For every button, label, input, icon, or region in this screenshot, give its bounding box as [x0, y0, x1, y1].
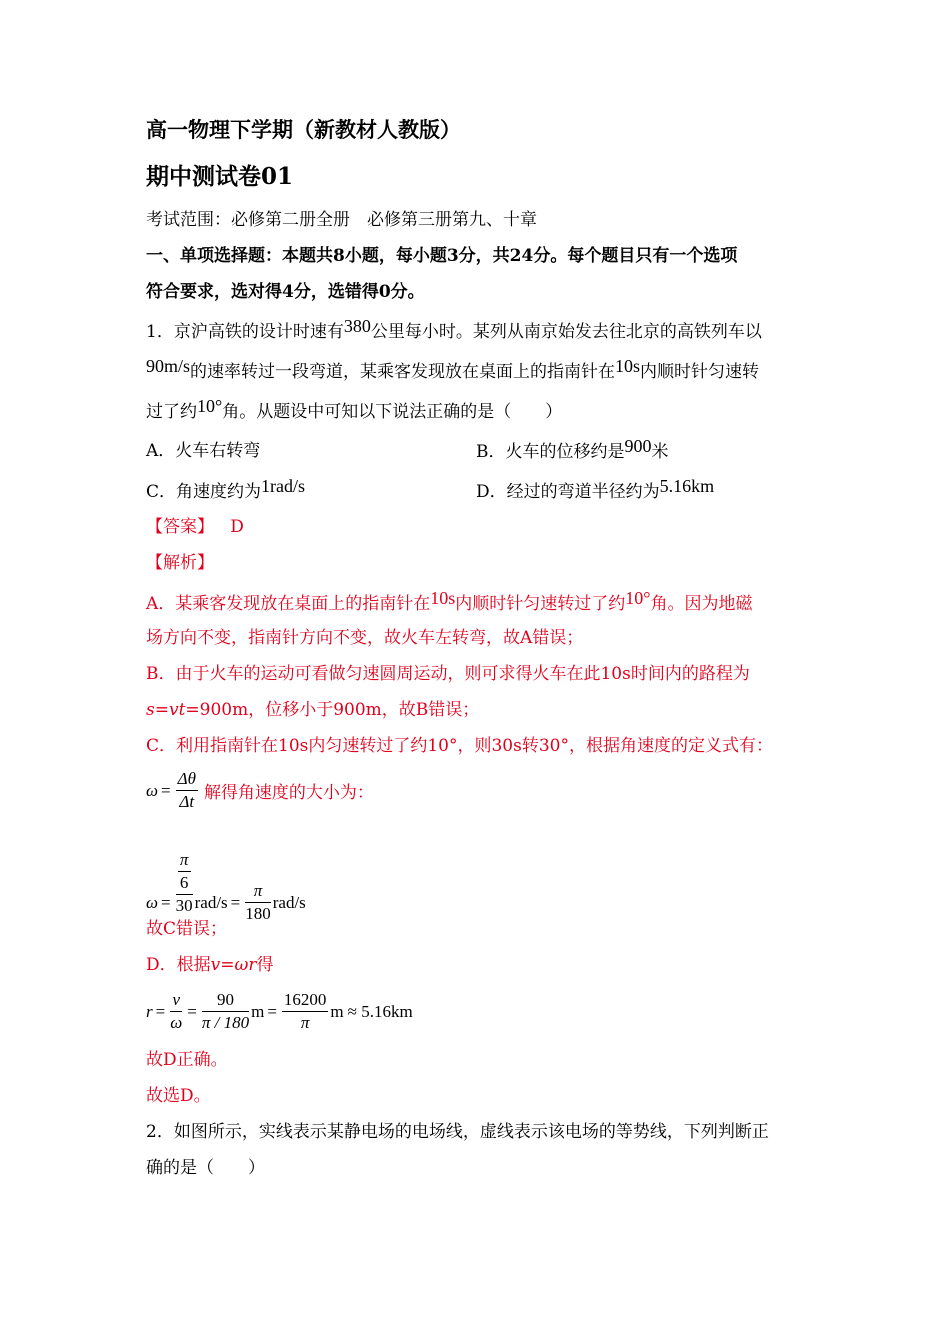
analysis-text: D．根据 — [146, 955, 211, 975]
analysis-c-conclusion: 故C错误； — [146, 919, 228, 939]
numerator-complex — [176, 849, 193, 895]
q1-value-time: 10s — [615, 356, 641, 376]
denominator: 30 — [175, 895, 193, 915]
q1-text: 的速率转过一段弯道，某乘客发现放在桌面上的指南针在 — [190, 362, 616, 382]
unit-rad-s: rad/s — [194, 892, 228, 912]
analysis-d-line1 — [146, 954, 273, 976]
symbol-equals: = — [230, 892, 241, 912]
numerator: v — [170, 989, 182, 1012]
denominator: ω — [170, 1013, 183, 1032]
formula-omega-value — [146, 840, 306, 925]
analysis-text: 得 — [256, 955, 274, 975]
section-heading-line1: 一、单项选择题：本题共8小题，每小题3分，共24分。每个题目只有一个选项 — [146, 246, 738, 266]
numerator: π — [245, 880, 271, 903]
denominator: Δt — [179, 792, 195, 811]
page-subtitle: 期中测试卷01 — [146, 163, 294, 190]
symbol-equals: = — [161, 892, 171, 912]
q1-text: 过了约 — [146, 402, 197, 422]
q1-option-a: A．火车右转弯 — [146, 441, 261, 461]
symbol-omega: ω — [146, 892, 159, 912]
denominator: π / 180 — [201, 1013, 250, 1032]
formula-omega-definition — [146, 768, 374, 813]
analysis-text: 角。因为地磁 — [650, 594, 753, 614]
analysis-c-line1: C．利用指南针在10s内匀速转过了约10°，则30s转30°，根据角速度的定义式有： — [146, 736, 773, 756]
fraction-dtheta-dt — [176, 768, 198, 813]
formula-radius — [146, 989, 413, 1034]
symbol-omega: ω — [146, 780, 159, 800]
formula-s-vt: s=vt — [146, 700, 186, 720]
symbol-equals: = — [161, 780, 171, 800]
analysis-text: 内顺时针匀速转过了约 — [455, 594, 626, 614]
analysis-a-line1 — [146, 588, 753, 615]
q1-text: 内顺时针匀速转 — [640, 362, 760, 382]
q1-value-380: 380 — [343, 316, 371, 336]
q1-value-angle: 10° — [197, 396, 223, 416]
option-b-unit: 米 — [651, 442, 669, 462]
q2-line1: 2．如图所示，实线表示某静电场的电场线，虚线表示该电场的等势线，下列判断正 — [146, 1122, 769, 1142]
answer-line — [146, 516, 244, 538]
six: 6 — [179, 872, 189, 892]
q1-text: 公里每小时。某列从南京始发去往北京的高铁列车以 — [370, 322, 762, 342]
answer-value: D — [230, 517, 244, 537]
fraction-16200-pi — [282, 989, 329, 1034]
page-header-title: 高一物理下学期（新教材人教版） — [146, 117, 461, 142]
analysis-value: 10s — [430, 588, 456, 608]
analysis-label: 【解析】 — [146, 553, 214, 573]
final-choice: 故选D。 — [146, 1086, 211, 1106]
answer-label: 【答案】 — [146, 517, 214, 537]
symbol-equals: = — [155, 1001, 166, 1021]
option-d-value: 5.16km — [659, 476, 715, 496]
symbol-equals: = — [267, 1001, 277, 1021]
fraction-v-omega — [170, 989, 182, 1034]
q2-line2: 确的是（ ） — [146, 1158, 265, 1178]
unit-rad-s: rad/s — [272, 892, 306, 912]
analysis-text: A．某乘客发现放在桌面上的指南针在 — [146, 594, 431, 614]
option-b-text: B．火车的位移约是 — [476, 442, 625, 462]
unit-m: m — [330, 1001, 344, 1021]
q1-value-speed: 90m/s — [146, 356, 191, 376]
exam-scope: 考试范围：必修第二册全册 必修第三册第九、十章 — [146, 210, 537, 230]
fraction-pi6-30 — [176, 849, 193, 917]
q1-option-b — [476, 436, 669, 463]
denominator: 180 — [245, 904, 271, 923]
symbol-equals: = — [187, 1001, 197, 1021]
option-d-text: D．经过的弯道半径约为 — [476, 482, 660, 502]
analysis-b-line1: B．由于火车的运动可看做匀速圆周运动，则可求得火车在此10s时间内的路程为 — [146, 664, 750, 684]
denominator: π — [300, 1013, 310, 1032]
analysis-text: =900m，位移小于900m，故B错误； — [185, 700, 480, 720]
q1-option-d — [476, 476, 715, 503]
formula-v-omega-r: v=ωr — [210, 955, 257, 975]
section-heading-line2: 符合要求，选对得4分，选错得0分。 — [146, 282, 425, 302]
q1-text: 1．京沪高铁的设计时速有 — [146, 322, 344, 342]
unit-m: m — [251, 1001, 265, 1021]
approx-result: ≈ 5.16km — [347, 1001, 413, 1021]
analysis-a-line2: 场方向不变，指南针方向不变，故火车左转弯，故A错误； — [146, 628, 584, 648]
fraction-90-pi180 — [202, 989, 249, 1034]
option-c-value: 1rad/s — [261, 476, 306, 496]
analysis-value: 10° — [625, 588, 651, 608]
numerator: Δθ — [176, 768, 198, 791]
analysis-b-line2 — [146, 699, 479, 721]
option-c-text: C．角速度约为 — [146, 482, 262, 502]
q1-text: 角。从题设中可知以下说法正确的是（ ） — [222, 402, 563, 422]
symbol-r: r — [146, 1001, 153, 1021]
option-b-value: 900 — [624, 436, 652, 456]
fraction-pi-180 — [245, 880, 271, 925]
numerator: 16200 — [282, 989, 329, 1012]
q1-line1 — [146, 316, 762, 343]
analysis-d-conclusion: 故D正确。 — [146, 1050, 228, 1070]
pi: π — [178, 849, 191, 872]
analysis-text: 解得角速度的大小为： — [203, 783, 374, 803]
q1-line3 — [146, 396, 563, 423]
q1-option-c — [146, 476, 306, 503]
q1-line2 — [146, 356, 760, 383]
numerator: 90 — [202, 989, 249, 1012]
